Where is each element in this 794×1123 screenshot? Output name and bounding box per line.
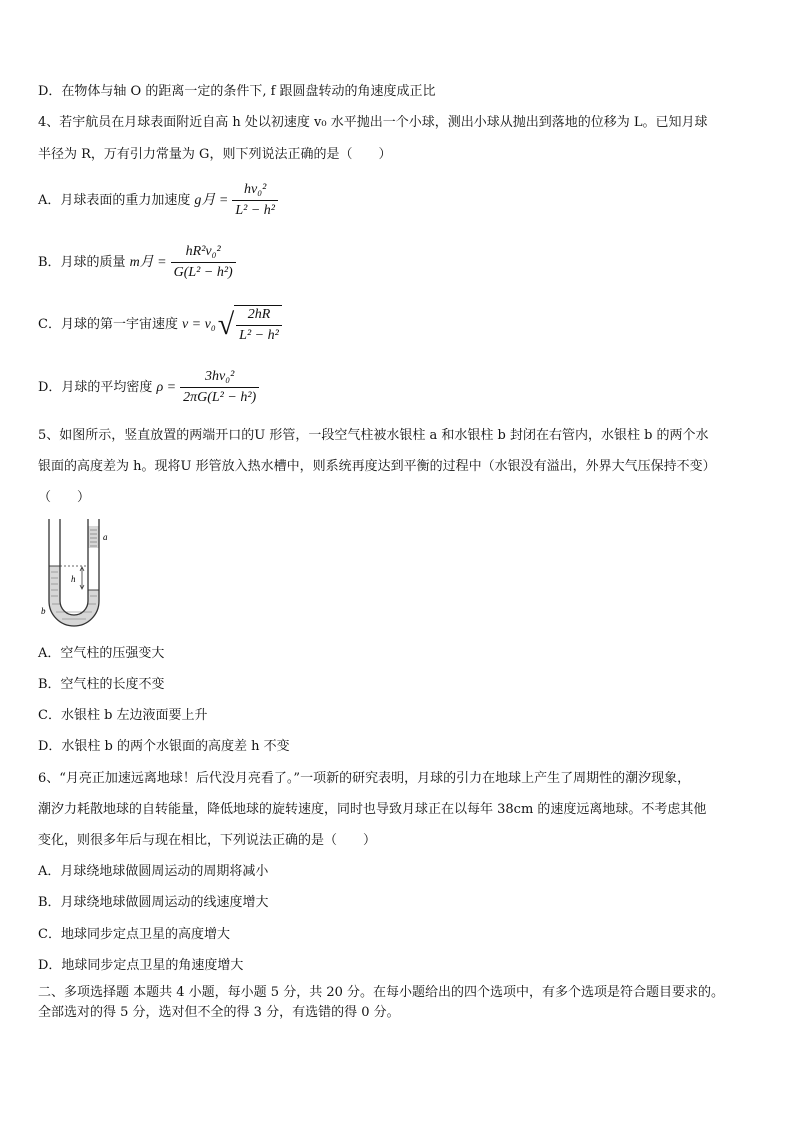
q4-option-d bbox=[38, 368, 259, 407]
q5-stem-line2: 银面的高度差为 h。现将U 形管放入热水槽中，则系统再度达到平衡的过程中（水银没有溢出，外界大气压保持不变） bbox=[38, 459, 716, 474]
q4-option-d-denominator: 2πG(L² − h²) bbox=[180, 387, 259, 407]
q4-option-a-denominator: L² − h² bbox=[232, 200, 278, 220]
q6-stem-line3: 变化，则很多年后与现在相比，下列说法正确的是（ ） bbox=[38, 833, 377, 848]
q4-option-d-text: D．月球的平均密度 bbox=[38, 379, 153, 395]
q4-option-d-lhs: ρ = bbox=[156, 379, 177, 395]
q4-option-a-text: A．月球表面的重力加速度 bbox=[38, 192, 191, 208]
u-tube-inner bbox=[60, 519, 88, 615]
q6-option-b: B．月球绕地球做圆周运动的线速度增大 bbox=[38, 895, 269, 910]
q5-option-c: C．水银柱 b 左边液面要上升 bbox=[38, 708, 208, 723]
q4-option-a-fraction bbox=[232, 181, 278, 220]
q6-option-c: C．地球同步定点卫星的高度增大 bbox=[38, 927, 230, 942]
q4-option-a-lhs: g月 = bbox=[194, 192, 229, 208]
q3-option-d: D．在物体与轴 O 的距离一定的条件下, f 跟圆盘转动的角速度成正比 bbox=[38, 84, 436, 99]
q6-option-d: D．地球同步定点卫星的角速度增大 bbox=[38, 958, 244, 973]
q4-option-a-numerator: hv₀² bbox=[244, 182, 267, 197]
q4-option-b-numerator: hR²v₀² bbox=[185, 244, 221, 259]
q4-option-c-lhs: v = v₀ bbox=[181, 317, 216, 332]
q5-stem-line3: （ ） bbox=[38, 490, 91, 505]
q4-option-b bbox=[38, 243, 236, 282]
q5-stem-line1: 5、如图所示，竖直放置的两端开口的U 形管，一段空气柱被水银柱 a 和水银柱 b 封闭在右管内，水银柱 b 的两个水 bbox=[38, 428, 709, 443]
label-b: b bbox=[41, 606, 46, 616]
q6-option-a: A．月球绕地球做圆周运动的周期将减小 bbox=[38, 864, 269, 879]
section2-line2: 全部选对的得 5 分，选对但不全的得 3 分，有选错的得 0 分。 bbox=[38, 1005, 400, 1020]
label-h: h bbox=[71, 574, 76, 584]
q4-option-c-denominator: L² − h² bbox=[236, 325, 282, 345]
q5-option-a: A．空气柱的压强变大 bbox=[38, 646, 165, 661]
u-tube-diagram bbox=[38, 516, 118, 631]
q4-option-c-numerator: 2hR bbox=[247, 307, 271, 322]
q4-option-c-text: C．月球的第一宇宙速度 bbox=[38, 317, 178, 332]
q6-stem-line2: 潮汐力耗散地球的自转能量，降低地球的旋转速度，同时也导致月球正在以每年 38cm 的速度远离地球。不考虑其他 bbox=[38, 802, 707, 817]
q4-option-d-fraction bbox=[180, 368, 259, 407]
mercury-column-a bbox=[88, 526, 99, 548]
q4-option-b-lhs: m月 = bbox=[129, 254, 167, 270]
q4-stem-line2: 半径为 R，万有引力常量为 G，则下列说法正确的是（ ） bbox=[38, 147, 392, 162]
label-a: a bbox=[103, 532, 108, 542]
q4-stem-line1: 4、若宇航员在月球表面附近自高 h 处以初速度 v₀ 水平抛出一个小球，测出小球从抛出到落地的位移为 L。已知月球 bbox=[38, 115, 708, 130]
section2-line1: 二、多项选择题 本题共 4 小题，每小题 5 分，共 20 分。在每小题给出的四个选项中，有多个选项是符合题目要求的。 bbox=[38, 985, 725, 1000]
q4-option-b-fraction bbox=[171, 243, 236, 282]
q4-option-c bbox=[38, 305, 282, 345]
q4-option-d-numerator: 3hv₀² bbox=[205, 369, 235, 384]
q4-option-c-sqrt bbox=[218, 305, 282, 345]
q4-option-b-text: B．月球的质量 bbox=[38, 254, 126, 270]
q5-option-b: B．空气柱的长度不变 bbox=[38, 677, 165, 692]
q6-stem-line1: 6、“月亮正加速远离地球！后代没月亮看了。”一项新的研究表明，月球的引力在地球上产生了周期性的潮汐现象， bbox=[38, 771, 691, 786]
q4-option-a bbox=[38, 181, 278, 220]
radical-sign-icon: √ bbox=[217, 308, 235, 341]
q5-option-d: D．水银柱 b 的两个水银面的高度差 h 不变 bbox=[38, 739, 290, 754]
q4-option-c-fraction bbox=[236, 306, 282, 345]
q4-option-b-denominator: G(L² − h²) bbox=[171, 262, 236, 282]
